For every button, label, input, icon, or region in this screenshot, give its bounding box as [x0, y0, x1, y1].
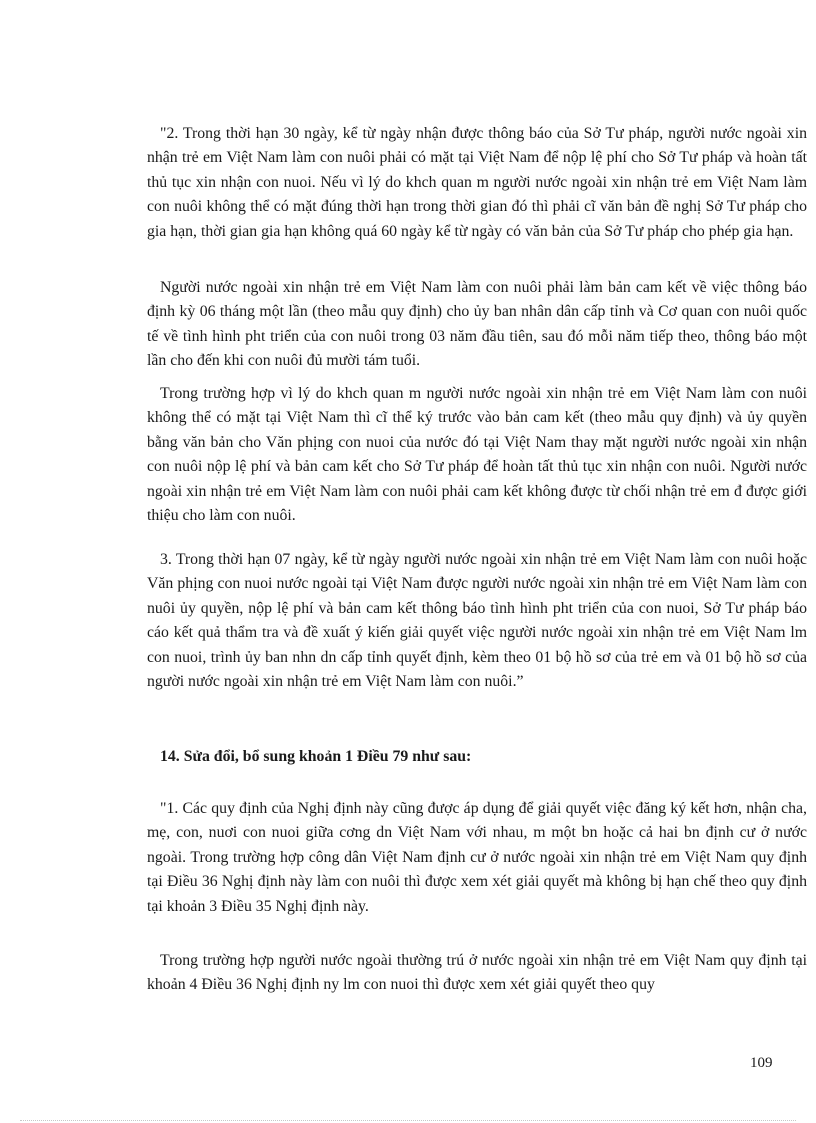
- bottom-divider: [20, 1120, 796, 1121]
- paragraph-article-79-clause-1: "1. Các quy định của Nghị định này cũng được áp dụng để giải quyết việc đăng ký kết hơn, nhận cha, mẹ, con, nuơi con nuoi giữa cơng dn Việt Nam với nhau, m một bn hoặc cả hai bn định cư ở nước ngoài. Trong trường hợp công dân Việt Nam định cư ở nước ngoài xin nhận trẻ em Việt Nam quy định tại Điều 36 Nghị định này làm con nuôi thì được xem xét giải quyết mà không bị hạn chế theo quy định tại khoản 3 Điều 35 Nghị định này.: [147, 800, 807, 915]
- paragraph-clause-3: 3. Trong thời hạn 07 ngày, kể từ ngày người nước ngoài xin nhận trẻ em Việt Nam làm con nuôi hoặc Văn phịng con nuoi nước ngoài tại Việt Nam được người nước ngoài xin nhận trẻ em Việt Nam làm con nuôi ủy quyền, nộp lệ phí và bản cam kết thông báo tình hình pht triển của con nuoi, Sở Tư pháp báo cáo kết quả thẩm tra và đề xuất ý kiến giải quyết việc người nước ngoài xin nhận trẻ em Việt Nam lm con nuoi, trình ủy ban nhn dn cấp tỉnh quyết định, kèm theo 01 bộ hồ sơ của trẻ em và 01 bộ hồ sơ của người nước ngoài xin nhận trẻ em Việt Nam làm con nuôi.”: [147, 551, 807, 691]
- paragraph-foreign-resident: Trong trường hợp người nước ngoài thường trú ở nước ngoài xin nhận trẻ em Việt Nam quy định tại khoản 4 Điều 36 Nghị định ny lm con nuoi thì được xem xét giải quyết theo quy: [147, 952, 807, 994]
- section-heading: 14. Sửa đổi, bổ sung khoản 1 Điều 79 như sau:: [160, 748, 472, 765]
- page-number: 109: [750, 1055, 773, 1071]
- paragraph-commitment-report: Người nước ngoài xin nhận trẻ em Việt Nam làm con nuôi phải làm bản cam kết về việc thông báo định kỳ 06 tháng một lần (theo mẫu quy định) cho ủy ban nhân dân cấp tỉnh và Cơ quan con nuôi quốc tế về tình hình pht triển của con nuôi trong 03 năm đầu tiên, sau đó mỗi năm tiếp theo, thông báo một lần cho đến khi con nuôi đủ mười tám tuổi.: [147, 279, 807, 370]
- paragraph-article-2-clause-2: "2. Trong thời hạn 30 ngày, kể từ ngày nhận được thông báo của Sở Tư pháp, người nước ngoài xin nhận trẻ em Việt Nam làm con nuôi phải có mặt tại Việt Nam để nộp lệ phí cho Sở Tư pháp và hoàn tất thủ tục xin nhận con nuoi. Nếu vì lý do khch quan m người nước ngoài xin nhận trẻ em Việt Nam làm con nuôi không thể có mặt đúng thời hạn trong thời gian đó thì phải cĩ văn bản đề nghị Sở Tư pháp cho gia hạn, thời gian gia hạn không quá 60 ngày kể từ ngày có văn bản của Sở Tư pháp cho phép gia hạn.: [147, 125, 807, 240]
- paragraph-authorization: Trong trường hợp vì lý do khch quan m người nước ngoài xin nhận trẻ em Việt Nam làm con nuôi không thể có mặt tại Việt Nam thì cĩ thể ký trước vào bản cam kết (theo mẫu quy định) và ủy quyền bằng văn bản cho Văn phịng con nuoi của nước đó tại Việt Nam thay mặt người nước ngoài xin nhận con nuôi nộp lệ phí và bản cam kết cho Sở Tư pháp để hoàn tất thủ tục xin nhận con nuôi. Người nước ngoài xin nhận trẻ em Việt Nam làm con nuôi phải cam kết không được từ chối nhận trẻ em đ được giới thiệu cho làm con nuôi.: [147, 385, 807, 525]
